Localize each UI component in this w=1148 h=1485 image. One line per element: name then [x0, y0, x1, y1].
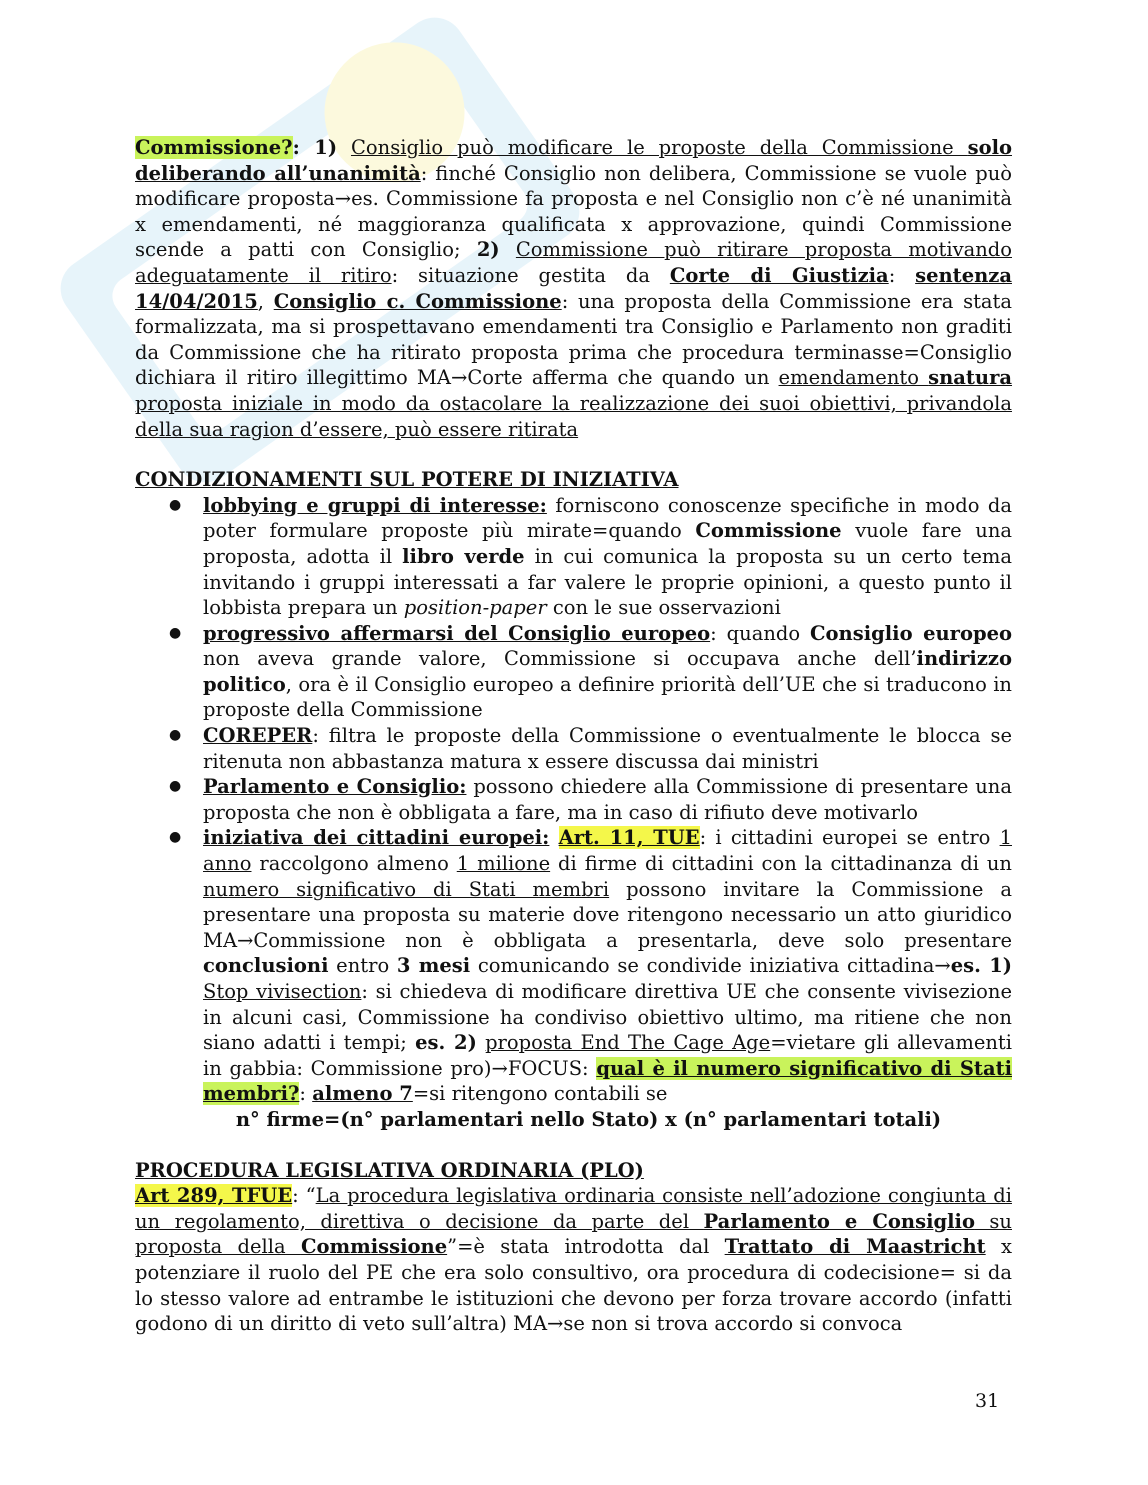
text: possono chiedere alla Commissione di presentare una proposta che non è obbligata a fare, ma in caso di rifiuto deve motivarlo [203, 775, 1012, 824]
text: x potenziare il ruolo del PE che era solo consultivo, ora procedura di codecisione= si da lo stesso valore ad entrambe le istituzioni che devono per forza trovare accordo (infatti godono di un diritto di veto sull’altra) MA→se non si trova accordo si convoca [135, 1235, 1012, 1336]
emphasis-text: Trattato di Maastricht [724, 1235, 986, 1259]
underlined-text: Stop vivisection [203, 980, 362, 1003]
text: non aveva grande valore, Commissione si occupava anche dell’ [203, 647, 917, 671]
underlined-text: 1 anno [203, 826, 1012, 876]
list-item [135, 723, 1012, 774]
underlined-text: Consiglio può modificare le proposte della Commissione [350, 136, 968, 159]
list-item [135, 774, 1012, 825]
italic-text: position-paper [403, 596, 547, 620]
text: : [299, 1082, 313, 1106]
item-title: COREPER [203, 724, 313, 748]
item-title: lobbying e gruppi di interesse: [203, 493, 547, 517]
section-heading: CONDIZIONAMENTI SUL POTERE DI INIZIATIVA [135, 468, 679, 492]
text: possono invitare la Commissione a presentare una proposta su materie dove ritengono necessario un atto giuridico MA→Commissione non è obbligata a presentarla, deve solo presentare [203, 877, 1012, 952]
emphasis-text: Parlamento e Consiglio [703, 1209, 975, 1233]
emphasis-text: conclusioni [203, 954, 329, 978]
text: , ora è il Consiglio europeo a definire priorità dell’UE che si traducono in proposte della Commissione [203, 672, 1012, 722]
text: =si ritengono contabili se [412, 1082, 668, 1106]
text: , [257, 289, 274, 313]
emphasis-text: Commissione [695, 519, 842, 543]
document-page [135, 135, 1012, 1337]
text: =vietare gli allevamenti in gabbia: Commissione pro)→FOCUS: [203, 1031, 1012, 1080]
emphasis-text: almeno 7 [312, 1082, 413, 1106]
emphasis-text: es. 2) [415, 1031, 477, 1055]
paragraph-commissione-proposal [135, 135, 1012, 442]
text: vuole fare una proposta, adotta il [203, 519, 1012, 568]
underlined-text: proposta End The Cage Age [485, 1031, 771, 1055]
list-item [135, 621, 1012, 723]
text [500, 238, 516, 261]
emphasis-text: snatura [928, 366, 1013, 390]
item-title: Parlamento e Consiglio: [203, 775, 467, 799]
underlined-text: emendamento [778, 366, 929, 390]
text: : “ [292, 1184, 316, 1208]
text: comunicando se condivide iniziativa cittadina→ [470, 954, 951, 978]
emphasis-text: indirizzo politico [203, 647, 1012, 696]
emphasis-text: 3 mesi [396, 954, 471, 978]
underlined-text: proposta iniziale in modo da ostacolare la realizzazione dei suoi obiettivi, privandola della sua ragion d’essere, può essere ritirata [135, 391, 1012, 441]
text: : quando [710, 621, 811, 645]
text [337, 136, 351, 159]
section-heading: PROCEDURA LEGISLATIVA ORDINARIA (PLO) [135, 1158, 644, 1182]
emphasis-text: Commissione [300, 1235, 448, 1259]
list-item [135, 493, 1012, 621]
focus-question: qual è il numero significativo di Stati membri? [203, 1056, 1012, 1106]
text: forniscono conoscenze specifiche in modo da poter formulare proposte più mirate=quando [203, 493, 1013, 543]
bullet-list [135, 493, 1012, 1107]
list-marker: 2) [476, 238, 500, 262]
formula: n° firme=(n° parlamentari nello Stato) x (n° parlamentari totali) [235, 1107, 942, 1131]
text [477, 1031, 485, 1054]
emphasis-text: Consiglio europeo [810, 621, 1013, 645]
text: : [292, 136, 315, 159]
text: entro [328, 954, 397, 978]
paragraph-plo [135, 1183, 1012, 1337]
text [549, 826, 558, 849]
text: : si chiedeva di modificare direttiva UE che consente vivisezione in alcuni casi, Commissione ha condiviso obiettivo ultimo, ma ritiene che non siano adatti i tempi; [203, 980, 1013, 1055]
underlined-text: Commissione può ritirare proposta motivando adeguatamente il ritiro [135, 238, 1012, 287]
item-title: progressivo affermarsi del Consiglio europeo [203, 621, 711, 645]
text: ”=è stata introdotta dal [447, 1235, 725, 1259]
emphasis-text: sentenza 14/04/2015 [135, 263, 1012, 313]
list-item [135, 825, 1012, 1107]
article-reference: Art 289, TFUE [135, 1184, 293, 1208]
text: : filtra le proposte della Commissione o eventualmente le blocca se ritenuta non abbastanza matura x essere discussa dai ministri [203, 724, 1012, 773]
emphasis-text: es. 1) [950, 954, 1012, 978]
article-reference: Art. 11, TUE [558, 826, 700, 850]
text: in cui comunica la proposta su un certo tema invitando i gruppi interessati a far valere le proprie opinioni, a questo punto il lobbista prepara un [203, 544, 1012, 620]
text: di firme di cittadini con la cittadinanza di un [550, 852, 1012, 876]
underlined-text: su proposta della [135, 1209, 1012, 1259]
list-marker: 1) [314, 136, 338, 159]
text: : finché Consiglio non delibera, Commissione se vuole può modificare proposta→es. Commissione fa proposta e nel Consiglio non c’è né unanimità x emendamenti, né maggioranza qualificata x approvazione, quindi Commissione scende a patti con Consiglio; [135, 161, 1013, 262]
text: : situazione gestita da [391, 263, 670, 287]
underlined-text: numero significativo di Stati membri [203, 877, 610, 901]
emphasis-text: libro verde [402, 544, 525, 568]
emphasis-text: solo deliberando all’unanimità [135, 136, 1012, 185]
text: raccolgono almeno [251, 852, 457, 876]
item-title: iniziativa dei cittadini europei: [203, 826, 550, 850]
underlined-text: 1 milione [456, 852, 551, 876]
text: : una proposta della Commissione era stata formalizzata, ma si prospettavano emendamenti tra Consiglio e Parlamento non graditi da Commissione che ha ritirato proposta prima che procedura terminasse=Consiglio dichiara il ritiro illegittimo MA→Corte afferma che quando un [135, 289, 1012, 390]
emphasis-text: Corte di Giustizia [669, 263, 889, 287]
highlighted-heading: Commissione? [135, 136, 293, 159]
page-number: 31 [975, 1390, 1000, 1412]
emphasis-text: Consiglio c. Commissione [273, 289, 562, 313]
underlined-text: La procedura legislativa ordinaria consiste nell’adozione congiunta di un regolamento, direttiva o decisione da parte del [135, 1184, 1012, 1233]
text: : [888, 263, 916, 287]
text: : i cittadini europei se entro [699, 826, 1000, 850]
text: con le sue osservazioni [546, 596, 781, 620]
